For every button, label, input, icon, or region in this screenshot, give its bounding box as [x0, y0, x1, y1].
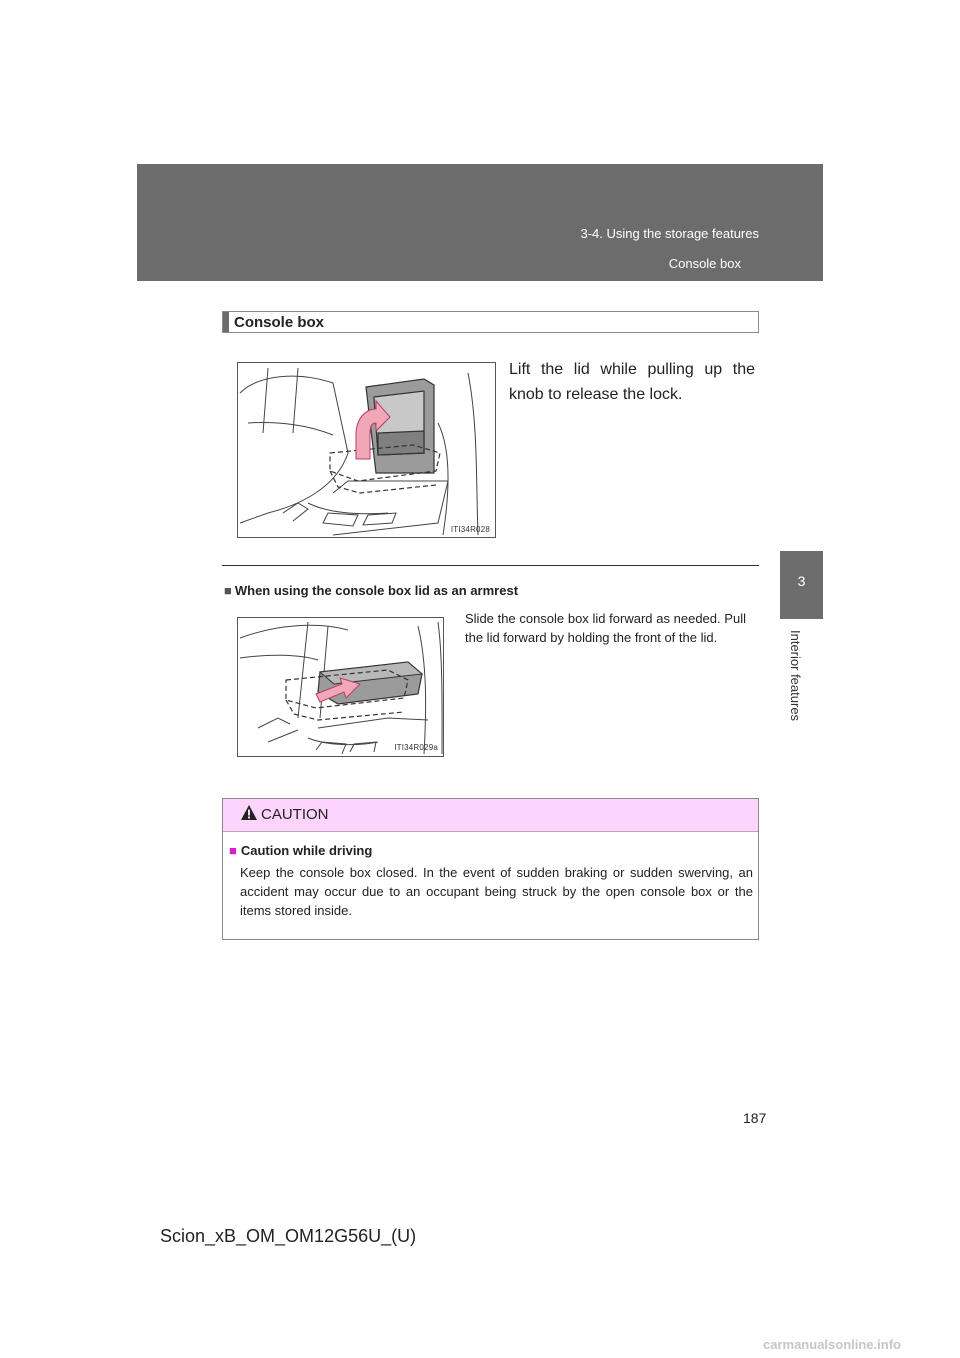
section-breadcrumb: 3-4. Using the storage features — [580, 226, 759, 241]
chapter-tab — [780, 551, 823, 619]
caution-header — [223, 799, 758, 832]
bullet-square: ■ — [224, 583, 232, 598]
watermark-url: carmanualsonline.info — [763, 1337, 901, 1352]
caution-title: CAUTION — [261, 806, 329, 823]
chapter-number: 3 — [797, 573, 806, 589]
console-box-instructions: Lift the lid while pulling up the knob to release the lock. — [509, 361, 755, 403]
page-number: 187 — [743, 1110, 767, 1126]
topic-label: Console box — [668, 256, 741, 271]
armrest-heading-text: When using the console box lid as an armrest — [234, 583, 519, 598]
section-divider — [222, 565, 759, 566]
caution-body: Keep the console box closed. In the event of sudden braking or sudden swerving, an accident may occur due to an occupant being struck by the open console box or the items stored inside. — [240, 865, 753, 918]
caution-subheading-text: Caution while driving — [240, 843, 373, 858]
bullet-square: ■ — [229, 843, 237, 858]
heading-accent-bar — [223, 312, 229, 332]
armrest-instructions: Slide the console box lid forward as needed. Pull the lid forward by holding the front of the lid. — [465, 611, 746, 645]
caution-box — [222, 798, 759, 940]
section-title: Console box — [234, 314, 325, 331]
caution-subheading — [229, 843, 372, 858]
figure-code: ITI34R029a — [394, 743, 438, 752]
document-code: Scion_xB_OM_OM12G56U_(U) — [160, 1226, 417, 1246]
header-band — [137, 164, 823, 281]
figure-code: ITI34R028 — [450, 525, 490, 534]
armrest-illustration — [237, 617, 444, 757]
chapter-label: Interior features — [788, 630, 803, 722]
section-heading — [222, 311, 759, 333]
warning-triangle-icon — [240, 804, 258, 827]
console-box-open-illustration — [237, 362, 496, 538]
armrest-heading — [224, 583, 518, 598]
